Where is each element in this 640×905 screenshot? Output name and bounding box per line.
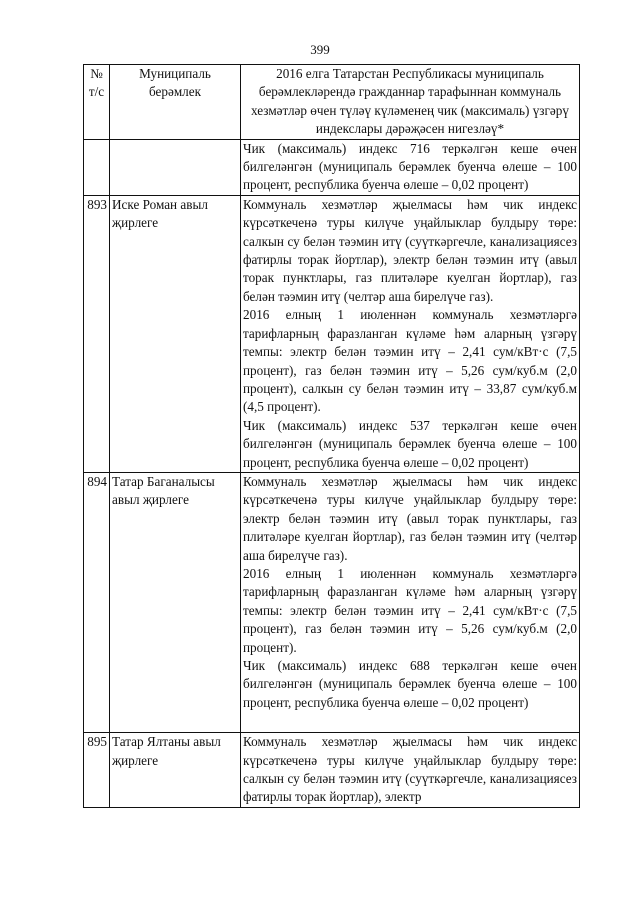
index-description (241, 472, 580, 732)
municipal-index-table (83, 64, 580, 808)
table-row (84, 139, 580, 195)
row-number: 894 (84, 472, 110, 732)
row-number: 895 (84, 733, 110, 808)
table-row (84, 195, 580, 472)
table-row (84, 733, 580, 808)
description-paragraph: 2016 елның 1 июленнән коммуналь хезмәтләргә тарифларның фаразланган күләме һәм аларның үзгәрү темпы: электр белән тәэмин итү – 2,41 сум/кВт·с (7,5 процент), газ белән тәэмин итү – 5,26 сум/куб.м (2,0 процент), салкын су белән тәэмин итү – 33,87 сум/куб.м (4,5 процент). (243, 307, 577, 415)
index-description (241, 733, 580, 808)
index-description (241, 139, 580, 195)
header-index-basis: 2016 елга Татарстан Республикасы муниципаль берәмлекләрендә гражданнар тарафыннан коммуналь хезмәтләр өчен түләү күләменең чик (максималь) үзгәрү индекслары дәрәҗәсен нигезләү* (241, 65, 580, 140)
municipality-name: Иске Роман авыл җирлеге (110, 195, 241, 472)
header-row-number: № т/с (84, 65, 110, 140)
municipality-name: Татар Ялтаны авыл җирлеге (110, 733, 241, 808)
header-municipality: Муниципаль берәмлек (110, 65, 241, 140)
row-number: 893 (84, 195, 110, 472)
description-paragraph: Коммуналь хезмәтләр җыелмасы һәм чик индекс күрсәткеченә туры килүче уңайлыклар булдыру төре: салкын су белән тәэмин итү (суүткәргечле, канализациясез фатирлы торак йортлар), электр белән тәэмин итү (авыл торак пунктлары, газ плитәләре куелган йортлар), газ белән тәэмин итү (челтәр аша бирелүче газ). (243, 196, 577, 304)
description-paragraph: 2016 елның 1 июленнән коммуналь хезмәтләргә тарифларның фаразланган күләме һәм аларның үзгәрү темпы: электр белән тәэмин итү – 2,41 сум/кВт·с (7,5 процент), газ белән тәэмин итү – 5,26 сум/куб.м (2,0 процент). (243, 565, 577, 655)
description-paragraph: Коммуналь хезмәтләр җыелмасы һәм чик индекс күрсәткеченә туры килүче уңайлыклар булдыру төре: электр белән тәэмин итү (авыл торак пунктлары, газ плитәләре куелган йортлар), газ белән тәэмин итү (челтәр аша бирелүче газ). (243, 473, 577, 563)
page-number: 399 (310, 42, 330, 57)
row-number (84, 139, 110, 195)
index-description (241, 195, 580, 472)
description-paragraph: Чик (максималь) индекс 716 теркәлгән кеше өчен билгеләнгән (муниципаль берәмлек буенча өлеше – 100 процент, республика буенча өлеше – 0,02 процент) (243, 140, 577, 193)
description-paragraph: Коммуналь хезмәтләр җыелмасы һәм чик индекс күрсәткеченә туры килүче уңайлыклар булдыру төре: салкын су белән тәэмин итү (суүткәргечле, канализациясез фатирлы торак йортлар), электр (243, 734, 577, 805)
description-paragraph: Чик (максималь) индекс 537 теркәлгән кеше өчен билгеләнгән (муниципаль берәмлек буенча өлеше – 100 процент, республика буенча өлеше – 0,02 процент) (243, 417, 577, 470)
table-row (84, 472, 580, 732)
municipality-name: Татар Баганалысы авыл җирлеге (110, 472, 241, 732)
municipality-name (110, 139, 241, 195)
table-header (84, 65, 580, 140)
description-paragraph: Чик (максималь) индекс 688 теркәлгән кеше өчен билгеләнгән (муниципаль берәмлек буенча өлеше – 100 процент, республика буенча өлеше – 0,02 процент) (243, 658, 577, 710)
blank-line (243, 712, 577, 732)
